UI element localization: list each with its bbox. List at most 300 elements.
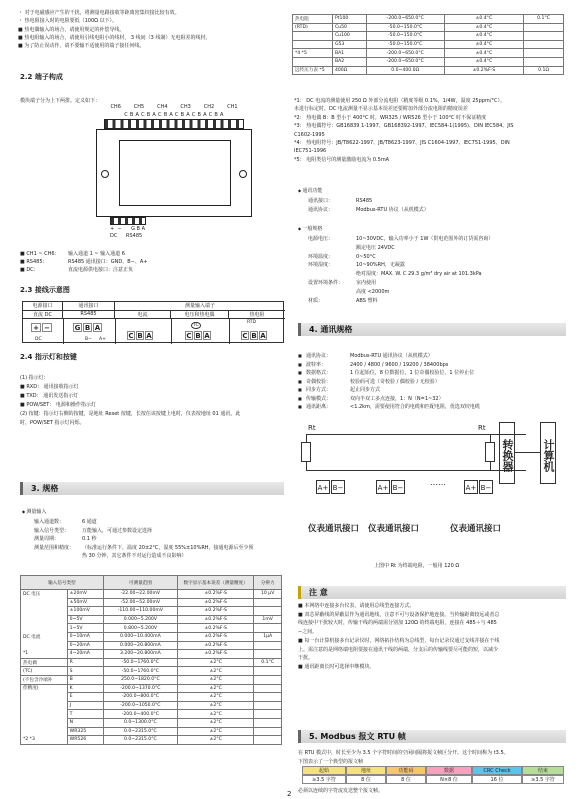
rtd-cell: 0.0~400.0Ω <box>366 66 444 75</box>
spec-cell: 0.0~2315.0°C <box>103 736 177 745</box>
spec-cell: ±50mV <box>67 598 103 607</box>
frame-size: ≥3.5 字符 <box>522 775 564 784</box>
general-spec <box>308 288 493 297</box>
rtd-cell: G53 <box>332 40 366 49</box>
rtd-cell <box>524 57 564 66</box>
terminal-pin: A <box>204 332 210 340</box>
spec-row <box>21 701 282 710</box>
spec-cell: -200.0~1370.0°C <box>103 684 177 693</box>
rtd-cell: 0.1°C <box>524 15 564 24</box>
spec-cell: -200.0~800.0°C <box>103 693 177 702</box>
rtd-row <box>293 23 564 32</box>
comm-spec-bullet <box>298 403 306 412</box>
wiring-divider <box>171 319 172 344</box>
spec-cell <box>21 718 68 727</box>
rtd-cell <box>524 23 564 32</box>
frame-field: 地址 <box>346 766 386 775</box>
measure-spec <box>34 552 254 561</box>
b-minus-label: B− <box>85 337 92 342</box>
spec-cell: ±0.2%F·S <box>178 624 254 633</box>
comm-spec-bullet <box>298 361 306 370</box>
bottom-pin-letters: + − G B A <box>110 226 145 232</box>
frame-size: ≥3.5 字符 <box>302 775 346 784</box>
spec-row <box>21 718 282 727</box>
spec-cell: ±100mV <box>67 607 103 616</box>
section-2-2-title: 2.2 端子构成 <box>20 73 63 81</box>
terminal-note <box>20 266 147 274</box>
spec-col-header: 分辨力 <box>254 576 282 590</box>
spec-cell <box>254 607 282 616</box>
spec-cell <box>254 675 282 684</box>
spec-table <box>20 575 282 745</box>
spec-cell: 0.000~10.400mA <box>103 632 177 641</box>
measure-spec-value: 万能输入，可通过参数设定选择 <box>82 527 153 534</box>
comm-spec-item <box>298 403 480 412</box>
spec-row <box>21 641 282 650</box>
general-spec <box>308 235 493 244</box>
rtd-cell: Cu50 <box>332 23 366 32</box>
spec-row <box>21 667 282 676</box>
rtd-cell: ±0.4°C <box>444 15 524 24</box>
spec-cell <box>21 710 68 719</box>
channel-pin-letters: C B A C B A C B A C B A C B A C B A <box>124 112 224 118</box>
device-iface-1: 仪表通讯接口 <box>308 524 360 534</box>
module-display <box>119 140 231 206</box>
spec-cell: 10 μV <box>254 590 282 599</box>
spec-cell <box>21 701 68 710</box>
general-spec-key: 环境湿度： <box>308 262 334 269</box>
rtd-cell: ±0.4°C <box>444 49 524 58</box>
general-spec-value: 绝对湿度：MAX. W. C 29.3 g/m³ dry air at 101.3kPa <box>356 271 482 278</box>
device-terminal <box>376 480 406 494</box>
spec-cell: -200.0~1050.0°C <box>103 701 177 710</box>
spec-cell: (不包含冷端补 <box>21 675 68 684</box>
footnote-line: IEC751-1996 <box>294 148 327 155</box>
general-spec-key: 电源电压： <box>308 236 334 242</box>
bottom-terminal-strip <box>110 217 146 225</box>
comm-spec-item <box>298 378 480 387</box>
rtd-cell <box>293 32 333 41</box>
notice-item: ■ 双芯屏蔽线的屏蔽层作为通讯地线，注意不可与设备保护地连接。当传输距离较远或者总 <box>298 611 500 618</box>
spec-cell: 0.0~2315.0°C <box>103 727 177 736</box>
general-spec <box>308 270 493 279</box>
comm-title: ◆ 通讯功能 <box>298 187 322 194</box>
spec-cell: 偿精度) <box>21 684 68 693</box>
frame-field: 结束 <box>522 766 564 775</box>
comm-spec-item <box>298 386 480 395</box>
spec-cell: 1mV <box>254 615 282 624</box>
spec-cell <box>254 693 282 702</box>
general-specs <box>308 235 493 305</box>
rtu-desc <box>298 749 509 767</box>
general-spec-value: 高度 <2000m <box>356 288 390 295</box>
spec-row <box>21 658 282 667</box>
comm-spec-bullet <box>298 386 306 395</box>
indicator-notes <box>20 374 240 428</box>
spec-cell: 4~20mA <box>67 650 103 659</box>
spec-col-header: 可测量范围 <box>103 576 177 590</box>
rtd-cell: 400Ω <box>332 66 366 75</box>
spec-cell <box>254 718 282 727</box>
rtd-row <box>293 66 564 75</box>
spec-cell <box>21 693 68 702</box>
spec-cell: WR325 <box>67 727 103 736</box>
general-spec-value: 额定电压 24VDC <box>356 244 395 251</box>
spec-cell: 1μA <box>254 632 282 641</box>
terminal-pin: B <box>137 332 143 340</box>
rtd-cell: ±0.4°C <box>444 57 524 66</box>
rtd-row <box>293 15 564 24</box>
a-plus-label: A+ <box>99 337 106 342</box>
measure-spec-key: 测量周期： <box>34 536 60 543</box>
spec-row <box>21 607 282 616</box>
rtd-table <box>292 14 564 75</box>
frame-size: 8 位 <box>386 775 426 784</box>
intro-line: ・ 热电阻接入时的电阻要低（100Ω 以下）。 <box>18 18 118 25</box>
spec-cell: ±0.2%F·S <box>178 632 254 641</box>
notice-item: ■ 本网络中连接多台仪表，请使用总线型连接方式。 <box>298 603 415 609</box>
section-4-title: 4. 通讯规格 <box>298 323 566 336</box>
device-terminals <box>316 480 496 502</box>
tc-symbol: TC <box>193 323 199 328</box>
device-terminal <box>464 480 494 494</box>
wiring-divider <box>63 319 64 344</box>
comm-spec-item <box>298 369 480 378</box>
intro-line: ■ 热电偶输入的场合，请使用规定的补偿导线。 <box>18 26 125 33</box>
rs485-pins <box>73 323 103 332</box>
spec-cell: WR526 <box>67 736 103 745</box>
spec-cell: ±20mV <box>67 590 103 599</box>
rtd-cell: 热电阻 <box>293 15 333 24</box>
rtu-desc-line: 下图表示了一个典型的报文帧 <box>298 759 364 765</box>
dc-label: DC <box>35 337 42 342</box>
section-3-title: 3. 规格 <box>20 482 284 495</box>
comm-spec-key: 通讯距离： <box>306 404 332 410</box>
general-spec <box>308 253 493 262</box>
spec-cell <box>254 710 282 719</box>
frame-size: 16 位 <box>472 775 522 784</box>
spec-cell: ±0.2%F·S <box>178 607 254 616</box>
intro-line: ■ 为了防止误动作，请不要输不适使用的端子接任何线。 <box>18 43 145 50</box>
general-spec-key: 环境温度： <box>308 253 334 260</box>
rtd-cell: ±0.4°C <box>444 23 524 32</box>
rtd-cell: ±0.4°C <box>444 32 524 41</box>
footnotes <box>294 97 566 164</box>
spec-cell: *2 *3 <box>21 736 68 745</box>
tc-pins <box>185 331 212 340</box>
footnote-line: *1： DC 电流的测量使用 250 Ω 外部分流电阻（精度等级 0.1%，1/4W，温度 25ppm/°C）。 <box>294 98 505 104</box>
spec-row <box>21 650 282 659</box>
measure-spec-value: 0.1 秒 <box>82 536 97 543</box>
footnote-line: C1602-1995 <box>294 131 325 138</box>
rtd-cell: -200.0~650.0°C <box>366 49 444 58</box>
rtd-row <box>293 49 564 58</box>
intro-notes <box>18 9 284 50</box>
channel-label: CH5 <box>133 104 145 110</box>
comm-spec-value: Modbus-RTU 通讯协议（从机模式） <box>350 353 433 359</box>
wiring-head-comm: 通讯接口 <box>63 302 115 311</box>
spec-cell: ±0.2%F·S <box>178 615 254 624</box>
page-number: 2 <box>287 790 292 798</box>
spec-cell <box>254 598 282 607</box>
spec-cell: (TC) <box>21 667 68 676</box>
measure-spec-value: （标准运行条件下，温度 20±2°C，湿度 55%±10%RH，接通电源后至少预 <box>82 544 254 551</box>
spec-cell: *1 <box>21 650 68 659</box>
frame-field: 数据 <box>426 766 472 775</box>
spec-cell <box>21 598 68 607</box>
rtd-cell: *4 *5 <box>293 49 333 58</box>
spec-cell: DC 电流 <box>21 632 68 641</box>
measure-spec-key: 输入信号类型： <box>34 527 70 534</box>
terminal-resistor-right <box>485 442 495 462</box>
measure-spec-value: 热 30 分钟，其它条件不对运行造成不良影响） <box>82 553 187 560</box>
wiring-sub-rtd: 热电阻 <box>229 311 285 319</box>
indicator-line: (2) 按键：指示灯右侧的按键，是地址 Reset 按键，长按住该按键上电时，仪表按地址 01 通讯，此 <box>20 411 241 417</box>
rtd-pins <box>241 331 268 340</box>
notice-list <box>298 602 566 672</box>
spec-cell: -22.00~22.00mV <box>103 590 177 599</box>
mount-hole-right <box>239 170 247 178</box>
spec-cell: K <box>67 684 103 693</box>
terminal-note-key: ■ CH1 ~ CH6： <box>20 251 60 257</box>
measure-spec-key: 测量范围和精度： <box>34 544 75 551</box>
terminal-pin: − <box>42 323 52 332</box>
terminal-desc: 模块端子分为上下两排。定义如下： <box>20 98 101 104</box>
rtd-cell <box>524 49 564 58</box>
spec-cell: ±2°C <box>178 684 254 693</box>
network-diagram <box>292 420 568 560</box>
spec-cell <box>254 667 282 676</box>
computer-box: 计算机 <box>540 422 556 484</box>
spec-cell: 1~5V <box>67 624 103 633</box>
comm-spec-list <box>298 352 480 412</box>
footnote-line: *5： 电阻类信号的测量激励电流为 0.5mA <box>294 156 390 163</box>
comm-spec-value: 起止同步方式 <box>350 387 381 393</box>
terminal-notes <box>20 250 147 275</box>
rtd-cell: ±0.4°C <box>444 40 524 49</box>
spec-cell: ±2°C <box>178 701 254 710</box>
frame-value-row <box>302 775 564 784</box>
terminal-pin: C <box>242 332 248 340</box>
comm-spec-bullet <box>298 378 306 387</box>
rtd-row <box>293 32 564 41</box>
terminal-pin: A <box>260 332 266 340</box>
spec-row <box>21 736 282 745</box>
terminal-pin: C <box>128 332 134 340</box>
wiring-sub-voltage-tc: 电压和热电偶 <box>171 311 229 319</box>
spec-cell: -110.00~110.00mV <box>103 607 177 616</box>
spec-cell <box>254 624 282 633</box>
terminal-module-diagram <box>94 104 254 239</box>
terminal-note <box>20 250 147 258</box>
spec-cell <box>21 615 68 624</box>
rt-label-left: Rt <box>308 424 316 432</box>
spec-cell: ±2°C <box>178 736 254 745</box>
terminal-pin: G <box>74 324 81 332</box>
spec-cell <box>254 684 282 693</box>
comm-spec-key: 通讯协议： <box>306 353 332 359</box>
notice-item: 线连接中干扰较大时，传输干线的两端需分别加 120Ω 的终端电阻，连接在 485＋与 485 <box>298 620 497 627</box>
spec-cell: ±2°C <box>178 718 254 727</box>
spec-cell: 0.000~20.800mA <box>103 641 177 650</box>
comm-spec-key: 数据格式： <box>306 370 332 376</box>
spec-cell: N <box>67 718 103 727</box>
general-spec-key <box>308 288 356 297</box>
device-pin: A+ <box>376 480 390 494</box>
channel-label: CH4 <box>157 104 168 110</box>
terminal-pin: B <box>84 324 91 332</box>
rtd-cell: Pt100 <box>332 15 366 24</box>
rt-label-right: Rt <box>478 424 486 432</box>
terminal-note-value: 输入通道 1 ~ 输入通道 6 <box>68 251 125 257</box>
spec-cell: ±0.2%F·S <box>178 650 254 659</box>
spec-cell: 0~5V <box>67 615 103 624</box>
comm-spec-value: 双向半双工多点连接，1：N（N=1~32） <box>350 395 444 402</box>
rtd-cell: -200.0~650.0°C <box>366 15 444 24</box>
footnote-line: *2： 热电偶 B：B 型小于 400°C 时，WR325 / WR526 型小于 100°C 时不保证精度 <box>294 114 487 121</box>
comm-spec-key: 波特率： <box>306 361 327 368</box>
spec-row <box>21 598 282 607</box>
channel-label: CH2 <box>203 104 215 110</box>
channel-label: CH6 <box>110 104 121 110</box>
spec-row <box>21 684 282 693</box>
spec-cell: B <box>67 675 103 684</box>
power-pins <box>31 323 53 332</box>
rtd-cell <box>524 40 564 49</box>
dc-label: DC <box>110 233 118 239</box>
spec-cell: ±0.2%F·S <box>178 590 254 599</box>
spec-cell: ±2°C <box>178 710 254 719</box>
rtd-row <box>293 40 564 49</box>
rtd-cell: BA1 <box>332 49 366 58</box>
spec-cell: 0.1°C <box>254 658 282 667</box>
notice-title: 注 意 <box>298 586 566 599</box>
terminal-note-key: ■ RS485： <box>20 259 48 266</box>
wiring-divider <box>115 319 116 344</box>
comm-specs <box>308 197 429 215</box>
general-spec <box>308 261 493 270</box>
device-iface-3: 仪表通讯接口 <box>450 524 502 534</box>
spec-cell: E <box>67 693 103 702</box>
indicator-line: ■ RXD： 通讯接收指示灯 <box>20 384 79 390</box>
comm-spec-key: 通讯接口： <box>308 198 334 204</box>
frame-size: 8 位 <box>346 775 386 784</box>
rtd-cell <box>293 40 333 49</box>
terminal-note-value: RS485 通讯接口：GND、B−、A+ <box>68 259 148 266</box>
spec-row <box>21 710 282 719</box>
device-pin: B− <box>391 480 405 494</box>
rtd-cell: ±0.2%F·S <box>444 66 524 75</box>
channel-label: CH3 <box>180 104 191 110</box>
comm-spec-value: 校验码可选（奇校验 / 偶校验 / 无校验） <box>350 378 440 385</box>
measure-spec-key: 输入通道数： <box>34 519 65 525</box>
spec-cell: 0~10mA <box>67 632 103 641</box>
rtu-desc-line: 在 RTU 模式中，时长至少为 3.5 个字符时间的空闲间隔将报文帧区分开。这个时间称为 t3.5。 <box>298 750 509 756</box>
comm-spec-item <box>298 361 480 370</box>
spec-cell: S <box>67 667 103 676</box>
comm-spec-item <box>298 395 480 404</box>
ellipsis: …… <box>430 478 446 487</box>
device-pin: B− <box>479 480 493 494</box>
spec-cell: 热电偶 <box>21 658 68 667</box>
section-2-3-title: 2.3 接线示意图 <box>20 286 70 294</box>
bus-line-a <box>306 434 526 435</box>
comm-spec-value: <1.2km，需要使用符合的电缆和匹配电阻，优选双绞电缆 <box>350 404 480 410</box>
rtd-cell <box>293 57 333 66</box>
bus-line-b <box>306 470 526 471</box>
spec-row <box>21 632 282 641</box>
indicator-line: 时，POW/SET 指示灯闪烁。 <box>20 420 85 426</box>
general-spec-key: 材质： <box>308 297 324 304</box>
spec-row <box>21 693 282 702</box>
current-pins <box>127 331 154 340</box>
notice-item: 上。需注意的是网络端电阻要接在通讯干线的两端，分支后的传输线要尽可能的短，以减少 <box>298 646 499 653</box>
wiring-head-power: 电源接口 <box>23 302 63 311</box>
wiring-diagram <box>22 301 284 343</box>
frame-field: CRC Check <box>472 766 522 775</box>
notice-item: ■ 通讯距离长时可选择中继模块。 <box>298 663 375 670</box>
notice-item: ■ 每一台计算机接多台记录仪时，网络拓扑结构为总线型，每台记录仪通过支线并接在干线 <box>298 637 500 644</box>
footnote-line: *4： 热电阻符号：JB/T8622-1997、JB/T8623-1997、JIS C1604-1997、IEC751-1995、DIN <box>294 140 510 147</box>
spec-cell <box>21 727 68 736</box>
section-2-4-title: 2.4 指示灯和按键 <box>20 353 77 361</box>
spec-cell <box>21 641 68 650</box>
rtd-cell: Cu100 <box>332 32 366 41</box>
measure-spec <box>34 544 254 553</box>
general-spec-key <box>308 270 356 279</box>
device-iface-2: 仪表通讯接口 <box>368 524 420 534</box>
rtd-cell: -50.0~150.0°C <box>366 32 444 41</box>
terminal-pin: B <box>195 332 201 340</box>
comm-spec-key: 同步方式： <box>306 387 332 393</box>
comm-spec <box>308 197 429 206</box>
spec-cell: ±2°C <box>178 675 254 684</box>
general-title: ◆ 一般规格 <box>298 225 322 232</box>
spec-cell: 3.200~20.800mA <box>103 650 177 659</box>
spec-cell: -50.0~1760.0°C <box>103 658 177 667</box>
wiring-divider <box>229 319 230 344</box>
device-terminal <box>316 480 346 494</box>
terminal-note <box>20 258 147 266</box>
mount-hole-left <box>101 170 109 178</box>
measure-spec-value: 6 通道 <box>82 519 97 525</box>
notice-item: 干扰。 <box>298 655 314 662</box>
channel-labels <box>104 104 244 110</box>
rtd-row <box>293 57 564 66</box>
device-pin: A+ <box>316 480 330 494</box>
general-spec-key <box>308 244 356 253</box>
spec-col-header: 输入信号类型 <box>21 576 104 590</box>
measure-spec <box>34 535 254 544</box>
frame-field: 功能码 <box>386 766 426 775</box>
measure-spec <box>34 518 254 527</box>
comm-spec-key: 传输模式： <box>306 395 332 402</box>
terminal-note-key: ■ DC： <box>20 267 39 274</box>
rtd-cell: (RTD) <box>293 23 333 32</box>
indicator-line: (1) 指示灯： <box>20 375 49 381</box>
section-5-title: 5. Modbus 报文 RTU 帧 <box>298 730 566 743</box>
spec-cell: 0.0~1300.0°C <box>103 718 177 727</box>
spec-cell: J <box>67 701 103 710</box>
general-spec-key: 设置环境条件： <box>308 279 344 286</box>
spec-cell: ±0.2%F·S <box>178 641 254 650</box>
wiring-head-input: 测量输入端子 <box>115 302 285 311</box>
general-spec-value: 10~90%RH，无凝露 <box>356 262 405 269</box>
frame-field: 起始 <box>302 766 346 775</box>
comm-spec-bullet <box>298 352 306 361</box>
measure-input-title: ◆ 测量输入 <box>22 508 46 515</box>
footnote-line: *3： 热电偶符号：GB16839 1-1997、GB168392-1997、IEC584-1(1995)、DIN IEC584、JIS <box>294 123 514 130</box>
